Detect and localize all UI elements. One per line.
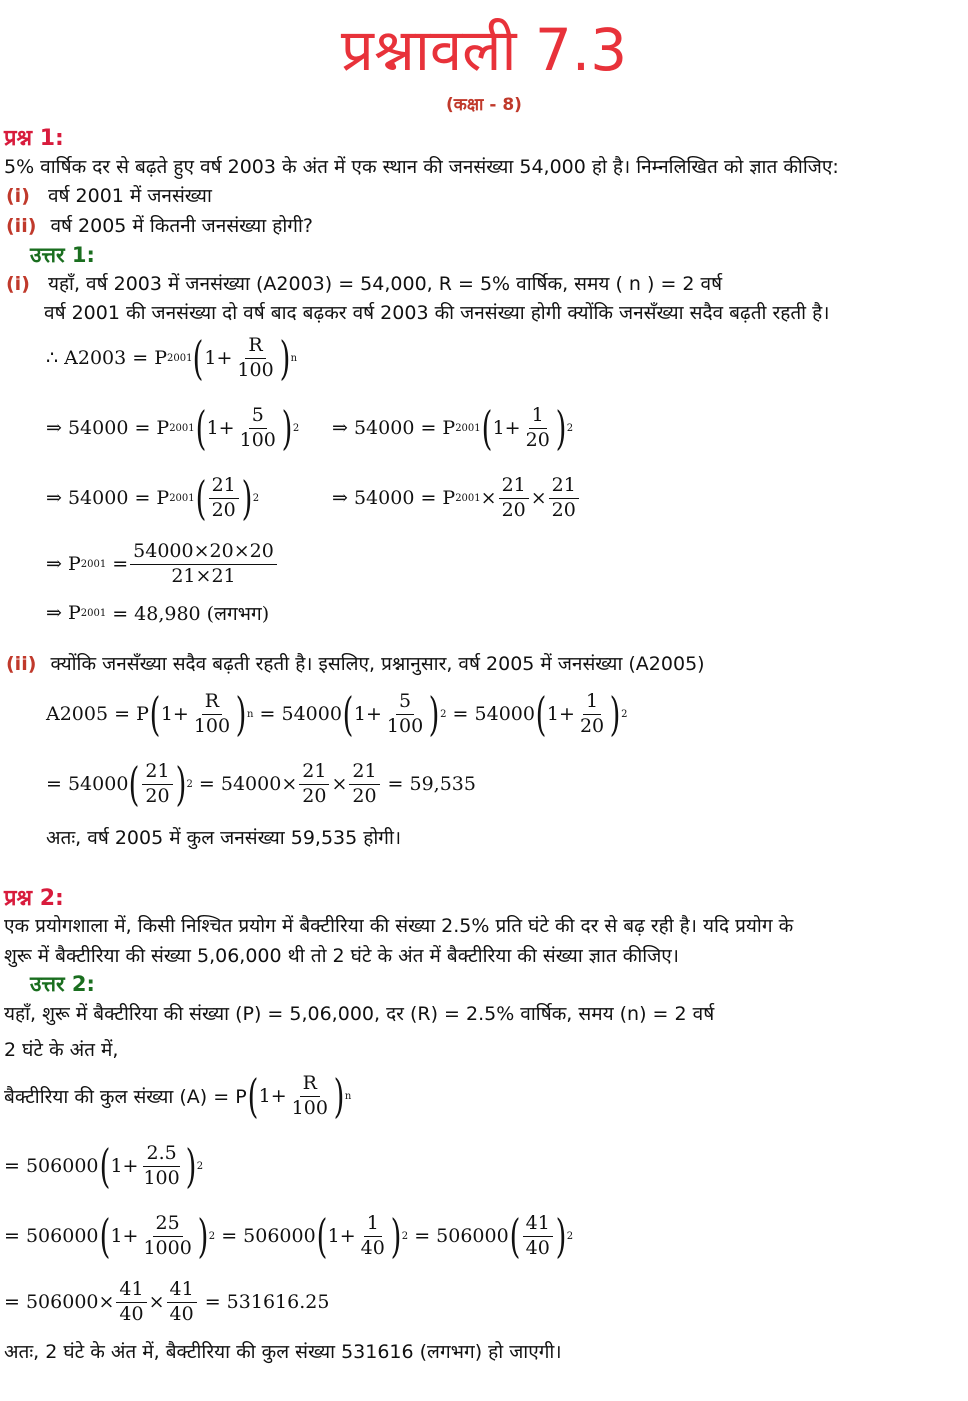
equation-q2-formula: बैक्टीरिया की कुल संख्या (A) = P ( 1+ $\frac{R}{100}$ ) n (4, 1069, 352, 1124)
question-1-text: 5% वार्षिक दर से बढ़ते हुए वर्ष 2003 के अंत में एक स्थान की जनसंख्या 54,000 हो है। निम्नलिखित को ज्ञात कीजिए: (4, 156, 839, 178)
page-title: प्रश्नावली 7.3 (340, 16, 628, 84)
equation-q2-a: = 506000 ( 1+ $\frac{2.5}{100}$ ) 2 (4, 1139, 204, 1194)
page-subtitle: (कक्षा - 8) (446, 95, 522, 115)
equation-q2-b: = 506000 ( 1+ $\frac{25}{1000}$ ) 2 = 506000 ( 1+ $\frac{1}{40}$ ) 2 = 506000 ( $\frac{41}{40}$ ) 2 (4, 1209, 574, 1264)
answer-i-marker: (i) (6, 273, 30, 295)
question-2-heading: प्रश्न 2: (4, 886, 64, 911)
part-ii-marker: (ii) (6, 215, 37, 237)
answer-2-line-1: यहाँ, शुरू में बैक्टीरिया की संख्या (P) = 5,06,000, दर (R) = 2.5% वार्षिक, समय (n) = 2 वर्ष (4, 1003, 715, 1025)
equation-4: ⇒ P 2001 = $\frac{54000\times 20\times 20}{21\times 21}$ (46, 540, 279, 589)
equation-1: ∴ A2003 = P 2001 ( 1+ $\frac{R}{100}$ ) n (46, 331, 298, 386)
answer-ii-line-1: क्योंकि जनसँख्या सदैव बढ़ती रहती है। इसलिए, प्रश्नानुसार, वर्ष 2005 में जनसंख्या (A2005) (50, 653, 705, 675)
answer-1-heading: उत्तर 1: (30, 243, 95, 267)
answer-ii-conclusion: अतः, वर्ष 2005 में कुल जनसंख्या 59,535 होगी। (46, 827, 402, 849)
answer-i-line-1: यहाँ, वर्ष 2003 में जनसंख्या (A2003) = 54,000, R = 5% वार्षिक, समय ( n ) = 2 वर्ष (47, 273, 723, 295)
equation-2b: ⇒ 54000 = P 2001 ( 1+ $\frac{1}{20}$ ) 2 (332, 401, 574, 456)
equation-7: = 54000 ( $\frac{21}{20}$ ) 2 = 54000× $\frac{21}{20}$ × $\frac{21}{20}$ = 59,535 (46, 757, 476, 812)
part-ii-text: वर्ष 2005 में कितनी जनसंख्या होगी? (50, 215, 313, 237)
equation-2a: ⇒ 54000 = P 2001 ( 1+ $\frac{5}{100}$ ) 2 (46, 401, 300, 456)
equation-6: A2005 = P ( 1+ $\frac{R}{100}$ ) n = 54000 ( 1+ $\frac{5}{100}$ ) 2 = 54000 ( 1+ $\frac{1}{20}$ ) 2 (46, 687, 628, 742)
question-2-text-line-2: शुरू में बैक्टीरिया की संख्या 5,06,000 थी तो 2 घंटे के अंत में बैक्टीरिया की संख्या ज्ञात कीजिए। (4, 945, 679, 967)
answer-2-line-2: 2 घंटे के अंत में, (4, 1039, 119, 1061)
answer-2-heading: उत्तर 2: (30, 972, 95, 996)
answer-i-line-2: वर्ष 2001 की जनसंख्या दो वर्ष बाद बढ़कर वर्ष 2003 की जनसंख्या होगी क्योंकि जनसँख्या सदैव बढ़ती रहती है। (44, 302, 830, 324)
equation-3b: ⇒ 54000 = P 2001 × $\frac{21}{20}$ × $\frac{21}{20}$ (332, 474, 581, 523)
part-i-marker: (i) (6, 185, 30, 207)
answer-ii-marker: (ii) (6, 653, 37, 675)
equation-5: ⇒ P 2001 = 48,980 (लगभग) (46, 602, 270, 625)
question-2-text-line-1: एक प्रयोगशाला में, किसी निश्चित प्रयोग में बैक्टीरिया की संख्या 2.5% प्रति घंटे की दर से बढ़ रही है। यदि प्रयोग के (4, 915, 794, 937)
answer-2-conclusion: अतः, 2 घंटे के अंत में, बैक्टीरिया की कुल संख्या 531616 (लगभग) हो जाएगी। (4, 1341, 562, 1363)
equation-q2-c: = 506000× $\frac{41}{40}$ × $\frac{41}{40}$ = 531616.25 (4, 1278, 330, 1325)
equation-3a: ⇒ 54000 = P 2001 ( $\frac{21}{20}$ ) 2 (46, 471, 260, 526)
part-i-text: वर्ष 2001 में जनसंख्या (47, 185, 212, 207)
question-1-heading: प्रश्न 1: (4, 126, 64, 151)
